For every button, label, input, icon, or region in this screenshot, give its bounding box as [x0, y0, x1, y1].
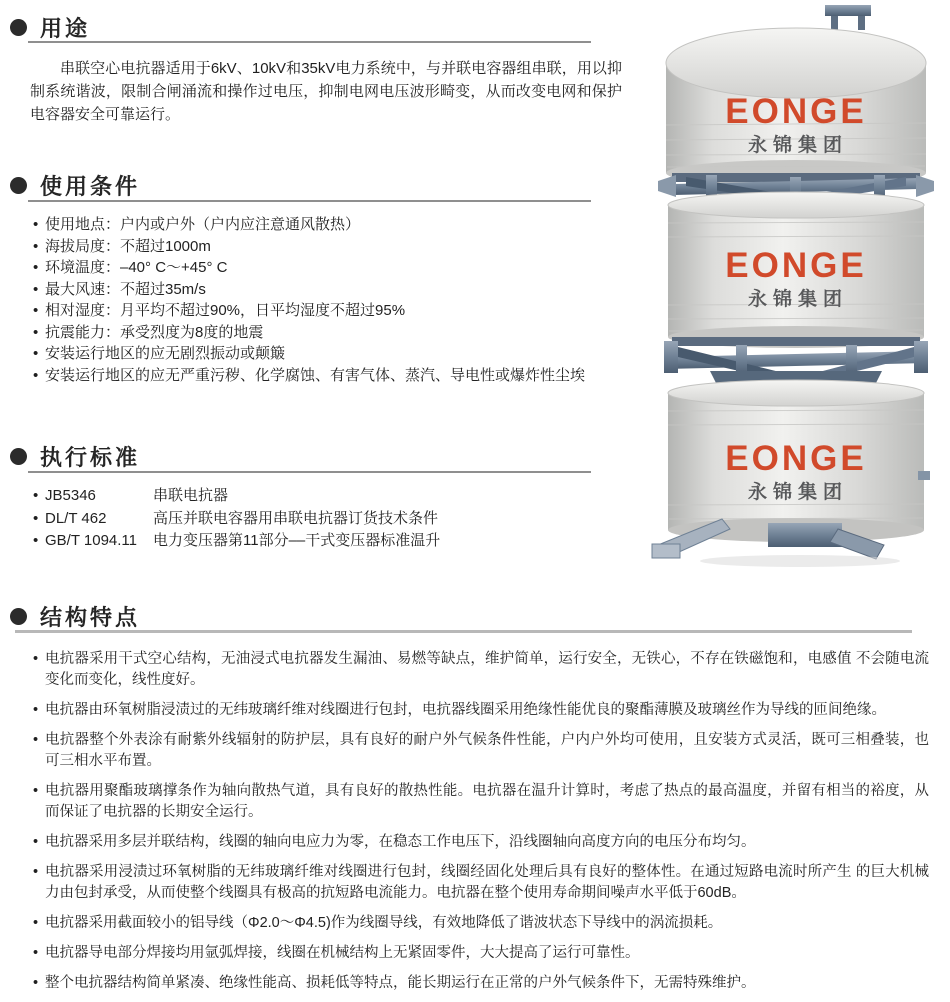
feature-text: 电抗器采用干式空心结构，无油浸式电抗器发生漏油、易燃等缺点，维护简单，运行安全，无铁心，不存在铁磁饱和，电感值 不会随电流变化而变化，线性度好。 — [45, 651, 929, 688]
section-title-conditions: 使用条件 — [40, 174, 141, 199]
brand-logo-cn: 永锦集团 — [747, 135, 849, 156]
standards-list — [33, 485, 625, 553]
section-title-standards: 执行标准 — [40, 445, 141, 470]
reactor-unit-bottom — [668, 380, 930, 542]
condition-text: 抗震能力：承受烈度为8度的地震 — [45, 323, 264, 341]
section-rule — [15, 630, 912, 633]
list-item — [33, 279, 625, 301]
bullet-icon: • — [33, 532, 39, 549]
bullet-icon: • — [33, 323, 39, 341]
bullet-icon: • — [33, 345, 39, 362]
condition-text: 安装运行地区的应无严重污秽、化学腐蚀、有害气体、蒸汽、导电性或爆炸性尘埃 — [45, 366, 586, 384]
usage-paragraph: 串联空心电抗器适用于6kV、10kV和35kV电力系统中，与并联电容器组串联，用以抑制系统谐波，限制合闸涌流和操作过电压，抑制电网电压波形畸变，从而改变电网和保护电容器安全可靠运行。 — [30, 60, 622, 123]
condition-text: 最大风速：不超过35m/s — [45, 280, 206, 298]
bullet-icon: • — [33, 732, 39, 748]
bullet-icon: • — [33, 834, 39, 850]
list-item — [33, 343, 625, 365]
feature-text: 电抗器采用多层并联结构，线圈的轴向电应力为零，在稳态工作电压下，沿线圈轴向高度方向的电压分布均匀。 — [45, 834, 756, 850]
standard-desc: 电力变压器第11部分––干式变压器标准温升 — [153, 532, 441, 549]
section-header-features — [10, 601, 140, 632]
list-item — [33, 214, 625, 236]
standard-desc: 高压并联电容器用串联电抗器订货技术条件 — [153, 509, 439, 527]
reactor-unit-middle — [668, 192, 924, 348]
bullet-icon: • — [33, 509, 39, 527]
bullet-icon: • — [33, 280, 39, 298]
standard-row — [33, 530, 625, 553]
bullet-icon: • — [33, 487, 39, 504]
list-item — [33, 300, 625, 322]
product-photo — [650, 5, 942, 595]
feature-text: 电抗器导电部分焊接均用氩弧焊接，线圈在机械结构上无紧固零件，大大提高了运行可靠性。 — [45, 945, 640, 961]
feature-text: 电抗器采用浸渍过环氧树脂的无纬玻璃纤维对线圈进行包封，线圈经固化处理后具有良好的整体性。在通过短路电流时所产生 的巨大机械力由包封承受，从而使整个线圈具有极高的抗短路电流能力。电抗器在整个使用寿命期间噪声水平低于60dB。 — [45, 864, 929, 901]
condition-text: 海拔局度：不超过1000m — [45, 237, 211, 255]
section-header-usage — [10, 12, 90, 43]
condition-text: 安装运行地区的应无剧烈振动或颠簸 — [45, 345, 286, 362]
bullet-icon: • — [33, 915, 39, 931]
feature-item — [33, 832, 929, 853]
feature-item — [33, 862, 929, 904]
condition-text: 相对湿度：月平均不超过90%，日平均湿度不超过95% — [45, 302, 406, 319]
section-title-usage: 用途 — [40, 16, 91, 41]
standard-desc: 串联电抗器 — [153, 487, 229, 504]
section-rule — [28, 471, 591, 473]
section-header-conditions — [10, 170, 140, 201]
features-list — [33, 649, 929, 994]
bullet-icon: • — [33, 237, 39, 255]
bullet-icon: • — [33, 864, 39, 880]
section-dot-icon — [10, 177, 27, 194]
condition-text: 使用地点：户内或户外（户内应注意通风散热） — [45, 216, 361, 233]
bullet-icon: • — [33, 302, 39, 319]
reactor-unit-top — [666, 5, 926, 186]
standard-code: JB5346 — [45, 487, 96, 504]
section-header-standards — [10, 441, 140, 472]
feature-item — [33, 700, 929, 721]
feature-item — [33, 730, 929, 772]
feature-text: 电抗器由环氧树脂浸渍过的无纬玻璃纤维对线圈进行包封，电抗器线圈采用绝缘性能优良的聚酯薄膜及玻璃丝作为导线的匝间绝缘。 — [45, 702, 886, 718]
feature-item — [33, 913, 929, 934]
list-item — [33, 236, 625, 258]
standard-row — [33, 508, 625, 531]
bullet-icon: • — [33, 702, 39, 718]
standard-code: DL/T 462 — [45, 509, 107, 527]
feature-item — [33, 973, 929, 994]
section-rule — [28, 200, 591, 202]
section-dot-icon — [10, 448, 27, 465]
condition-text: 环境温度：–40° C～+45° C — [45, 259, 228, 276]
brand-logo-text: EONGE — [725, 246, 867, 285]
section-dot-icon — [10, 19, 27, 36]
feature-text: 电抗器用聚酯玻璃撑条作为轴向散热气道，具有良好的散热性能。电抗器在温升计算时，考虑了热点的最高温度，并留有相当的裕度，从而保证了电抗器的长期安全运行。 — [45, 783, 929, 820]
section-rule — [28, 41, 591, 43]
bullet-icon: • — [33, 366, 39, 384]
standard-code: GB/T 1094.11 — [45, 532, 138, 549]
feature-text: 电抗器采用截面较小的铝导线（Φ2.0～Φ4.5)作为线圈导线，有效地降低了谐波状态下导线中的涡流损耗。 — [45, 915, 723, 931]
brand-logo-cn: 永锦集团 — [747, 482, 849, 503]
brand-logo-text: EONGE — [725, 439, 867, 478]
reactor-stack-image — [650, 5, 942, 595]
bullet-icon: • — [33, 945, 39, 961]
feature-item — [33, 781, 929, 823]
bullet-icon: • — [33, 651, 39, 667]
feature-text: 电抗器整个外表涂有耐紫外线辐射的防护层，具有良好的耐户外气候条件性能，户内户外均可使用，且安装方式灵活，既可三相叠装，也可三相水平布置。 — [45, 732, 929, 769]
list-item — [33, 365, 625, 387]
standard-row — [33, 485, 625, 508]
feature-item — [33, 943, 929, 964]
feature-text: 整个电抗器结构简单紧凑、绝缘性能高、损耗低等特点，能长期运行在正常的户外气候条件下，无需特殊维护。 — [45, 975, 756, 991]
list-item — [33, 257, 625, 279]
section-title-features: 结构特点 — [40, 605, 141, 630]
mounting-bracket — [664, 337, 928, 385]
section-dot-icon — [10, 608, 27, 625]
list-item — [33, 322, 625, 344]
feature-item — [33, 649, 929, 691]
bullet-icon: • — [33, 216, 39, 233]
brand-logo-text: EONGE — [725, 92, 867, 131]
bullet-icon: • — [33, 783, 39, 799]
brand-logo-cn: 永锦集团 — [747, 289, 849, 310]
conditions-list — [33, 214, 625, 386]
bullet-icon: • — [33, 259, 39, 276]
bullet-icon: • — [33, 975, 39, 991]
